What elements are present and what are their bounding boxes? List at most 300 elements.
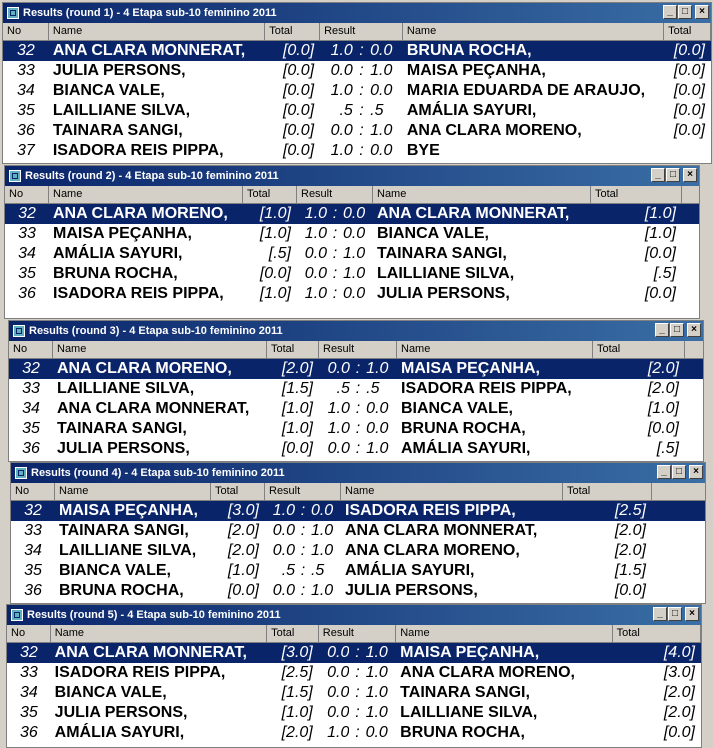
black-score: 0.0: [342, 225, 366, 242]
pairing-row[interactable]: [9, 359, 703, 379]
white-player-name: BIANCA VALE,: [59, 562, 171, 579]
title-bar[interactable]: [5, 166, 699, 186]
title-bar[interactable]: [7, 605, 701, 625]
maximize-icon[interactable]: □: [670, 323, 684, 337]
white-score: 0.0: [327, 360, 350, 377]
result-separator: :: [355, 380, 361, 397]
header-result[interactable]: Result: [265, 483, 341, 500]
result-separator: :: [355, 684, 360, 701]
pairing-row[interactable]: [3, 141, 711, 161]
maximize-icon[interactable]: □: [666, 168, 680, 182]
column-header: [5, 186, 699, 204]
white-player-name: BRUNA ROCHA,: [53, 265, 178, 282]
header-result[interactable]: Result: [320, 23, 403, 40]
white-player-name: BIANCA VALE,: [54, 684, 167, 701]
white-score: 0.0: [327, 440, 350, 457]
close-icon[interactable]: ×: [689, 465, 703, 479]
result-separator: :: [332, 245, 338, 262]
board-number: 35: [19, 704, 38, 721]
white-player-name: ANA CLARA MONNERAT,: [54, 644, 247, 661]
black-player-name: ANA CLARA MONNERAT,: [345, 522, 538, 539]
black-score: 1.0: [366, 440, 389, 457]
white-player-total: [2.0]: [227, 542, 259, 559]
column-header: [11, 483, 705, 501]
white-player-total: [2.0]: [281, 724, 313, 741]
result-separator: :: [355, 420, 361, 437]
black-player-name: ANA CLARA MORENO,: [406, 122, 582, 139]
results-window-icon: [9, 170, 21, 182]
white-player-name: JULIA PERSONS,: [57, 440, 190, 457]
white-player-total: [0.0]: [282, 122, 315, 139]
white-score: 0.0: [330, 122, 353, 139]
results-window-icon: [15, 467, 27, 479]
white-player-name: ANA CLARA MONNERAT,: [52, 42, 246, 59]
black-player-total: [0.0]: [673, 102, 705, 119]
black-score: 1.0: [310, 542, 334, 559]
column-header: [9, 341, 703, 359]
black-score: 1.0: [370, 122, 393, 139]
white-score: .5: [339, 102, 353, 119]
black-score: 1.0: [310, 582, 334, 599]
header-result[interactable]: Result: [319, 625, 396, 642]
black-player-total: [1.0]: [647, 400, 679, 417]
header-no[interactable]: No: [9, 341, 53, 358]
board-number: 33: [17, 62, 35, 79]
white-score: 0.0: [327, 684, 350, 701]
pairing-row[interactable]: [3, 121, 711, 141]
black-player-total: [0.0]: [614, 582, 646, 599]
game-result[interactable]: [320, 41, 403, 61]
result-separator: :: [355, 360, 361, 377]
white-player-name: LAILLIANE SILVA,: [59, 542, 197, 559]
white-player-total: [1.0]: [281, 704, 313, 721]
game-result[interactable]: [319, 359, 397, 379]
white-player-name: JULIA PERSONS,: [54, 704, 188, 721]
header-name[interactable]: Name: [53, 341, 267, 358]
pairing-row[interactable]: [3, 81, 711, 101]
black-player-total: [1.0]: [644, 205, 676, 222]
game-result[interactable]: [297, 264, 373, 284]
results-window-round-3: [8, 320, 704, 462]
black-player-name: AMÁLIA SAYURI,: [401, 440, 531, 457]
pairing-row[interactable]: [5, 244, 699, 264]
board-number: 32: [22, 360, 40, 377]
black-score: 0.0: [370, 82, 393, 99]
board-number: 33: [24, 522, 42, 539]
game-result[interactable]: [320, 61, 403, 81]
game-result[interactable]: [297, 224, 373, 244]
black-player-total: [2.0]: [614, 542, 646, 559]
black-player-total: [664, 141, 711, 161]
black-player-total: [4.0]: [663, 644, 695, 661]
header-name-black[interactable]: Name: [341, 483, 563, 500]
black-score: .5: [310, 562, 325, 579]
black-player-name: ISADORA REIS PIPPA,: [401, 380, 572, 397]
result-separator: :: [355, 644, 360, 661]
black-player-total: [.5]: [653, 265, 676, 282]
game-result[interactable]: [265, 581, 341, 601]
minimize-icon[interactable]: _: [653, 607, 667, 621]
pairing-row[interactable]: [7, 683, 701, 703]
white-player-name: ISADORA REIS PIPPA,: [53, 285, 224, 302]
white-score: 0.0: [330, 62, 353, 79]
pairing-row[interactable]: [11, 581, 705, 601]
white-player-total: [0.0]: [282, 102, 315, 119]
black-player-name: ANA CLARA MORENO,: [345, 542, 520, 559]
black-score: 1.0: [370, 62, 393, 79]
pairing-row[interactable]: [9, 379, 703, 399]
pairing-row[interactable]: [9, 399, 703, 419]
header-name-black[interactable]: Name: [373, 186, 591, 203]
white-player-total: [1.5]: [281, 380, 313, 397]
white-player-name: TAINARA SANGI,: [57, 420, 187, 437]
white-player-total: [0.0]: [282, 142, 315, 159]
board-number: 36: [19, 724, 38, 741]
pairing-row[interactable]: [5, 224, 699, 244]
title-bar[interactable]: [3, 3, 711, 23]
board-number: 33: [18, 225, 36, 242]
white-score: 0.0: [272, 542, 296, 559]
black-score: 0.0: [310, 502, 334, 519]
black-player-name: BIANCA VALE,: [377, 225, 489, 242]
header-name-black[interactable]: Name: [396, 625, 612, 642]
white-score: 1.0: [330, 42, 353, 59]
pairing-row[interactable]: [11, 561, 705, 581]
header-total-black[interactable]: Total: [613, 625, 701, 642]
black-player-name: ANA CLARA MORENO,: [400, 664, 575, 681]
result-separator: :: [332, 225, 338, 242]
column-header: [3, 23, 711, 41]
white-player-name: JULIA PERSONS,: [52, 62, 186, 79]
white-score: 1.0: [304, 285, 328, 302]
white-player-name: TAINARA SANGI,: [59, 522, 189, 539]
header-name[interactable]: Name: [49, 23, 265, 40]
black-player-total: [.5]: [656, 440, 679, 457]
header-total-black[interactable]: Total: [591, 186, 682, 203]
game-result[interactable]: [319, 419, 397, 439]
black-player-total: [0.0]: [663, 724, 695, 741]
board-number: 36: [17, 122, 35, 139]
header-total-black[interactable]: Total: [563, 483, 652, 500]
header-result[interactable]: Result: [297, 186, 373, 203]
pairing-row[interactable]: [3, 41, 711, 61]
white-score: 1.0: [272, 502, 296, 519]
black-player-total: [0.0]: [644, 245, 676, 262]
header-no[interactable]: No: [7, 625, 51, 642]
window-title: Results (round 4) - 4 Etapa sub-10 feminino 2011: [31, 467, 285, 479]
board-number: 32: [17, 42, 35, 59]
white-score: 1.0: [327, 400, 350, 417]
game-result[interactable]: [320, 81, 403, 101]
pairing-row[interactable]: [7, 643, 701, 663]
game-result[interactable]: [319, 379, 397, 399]
result-separator: :: [332, 205, 338, 222]
window-title: Results (round 3) - 4 Etapa sub-10 feminino 2011: [29, 325, 283, 337]
black-player-total: [2.0]: [663, 704, 695, 721]
game-result[interactable]: [265, 541, 341, 561]
result-separator: :: [355, 440, 361, 457]
white-player-total: [3.0]: [227, 502, 259, 519]
pairing-row[interactable]: [5, 204, 699, 224]
maximize-icon[interactable]: □: [668, 607, 682, 621]
white-player-total: [1.5]: [281, 684, 313, 701]
header-result[interactable]: Result: [319, 341, 397, 358]
results-window-round-2: [4, 165, 700, 319]
header-total-black[interactable]: Total: [664, 23, 711, 40]
pairing-row[interactable]: [11, 501, 705, 521]
header-total[interactable]: Total: [243, 186, 297, 203]
black-player-total: [0.0]: [647, 420, 679, 437]
game-result[interactable]: [265, 501, 341, 521]
pairing-row[interactable]: [9, 419, 703, 439]
black-score: 1.0: [342, 265, 366, 282]
result-separator: :: [355, 724, 360, 741]
header-total[interactable]: Total: [267, 625, 319, 642]
black-player-name: BRUNA ROCHA,: [400, 724, 525, 741]
pairing-row[interactable]: [7, 703, 701, 723]
results-window-round-5: [6, 604, 702, 748]
result-separator: :: [300, 522, 306, 539]
minimize-icon[interactable]: _: [651, 168, 665, 182]
black-player-total: [0.0]: [673, 122, 705, 139]
white-player-name: ANA CLARA MORENO,: [57, 360, 232, 377]
header-name[interactable]: Name: [51, 625, 267, 642]
maximize-icon[interactable]: □: [678, 5, 692, 19]
pairing-row[interactable]: [3, 101, 711, 121]
result-separator: :: [359, 62, 364, 79]
black-player-total: [2.0]: [647, 380, 679, 397]
board-number: 34: [18, 245, 36, 262]
white-score: 0.0: [304, 265, 328, 282]
game-result[interactable]: [297, 284, 373, 304]
board-number: 34: [17, 82, 35, 99]
black-player-name: ISADORA REIS PIPPA,: [345, 502, 516, 519]
white-player-name: MAISA PEÇANHA,: [53, 225, 192, 242]
black-score: .5: [370, 102, 384, 119]
black-player-total: [1.0]: [644, 225, 676, 242]
game-result[interactable]: [320, 101, 403, 121]
pairing-row[interactable]: [9, 439, 703, 459]
white-score: 0.0: [272, 522, 296, 539]
pairing-row[interactable]: [7, 723, 701, 743]
black-player-total: [0.0]: [673, 62, 705, 79]
result-separator: :: [332, 285, 338, 302]
black-player-name: LAILLIANE SILVA,: [377, 265, 515, 282]
header-total[interactable]: Total: [265, 23, 320, 40]
results-window-icon: [13, 325, 25, 337]
black-score: 1.0: [366, 360, 389, 377]
minimize-icon[interactable]: _: [655, 323, 669, 337]
white-score: 1.0: [330, 142, 353, 159]
result-separator: :: [359, 102, 364, 119]
black-score: 1.0: [365, 684, 388, 701]
black-score: 0.0: [342, 285, 366, 302]
white-player-total: [0.0]: [259, 265, 291, 282]
header-name[interactable]: Name: [55, 483, 211, 500]
white-player-name: LAILLIANE SILVA,: [57, 380, 195, 397]
game-result[interactable]: [319, 703, 396, 723]
header-total-black[interactable]: Total: [593, 341, 685, 358]
white-score: 1.0: [304, 225, 328, 242]
black-player-name: LAILLIANE SILVA,: [400, 704, 538, 721]
header-no[interactable]: No: [5, 186, 49, 203]
white-score: 0.0: [304, 245, 328, 262]
black-player-name: ANA CLARA MONNERAT,: [377, 205, 570, 222]
result-separator: :: [300, 542, 306, 559]
board-number: 35: [22, 420, 40, 437]
game-result[interactable]: [319, 399, 397, 419]
white-player-total: [1.0]: [259, 225, 291, 242]
board-number: 32: [24, 502, 42, 519]
board-number: 34: [22, 400, 40, 417]
game-result[interactable]: [297, 244, 373, 264]
close-icon[interactable]: ×: [683, 168, 697, 182]
result-separator: :: [300, 582, 306, 599]
white-player-total: [0.0]: [282, 42, 315, 59]
header-no[interactable]: No: [11, 483, 55, 500]
title-bar[interactable]: [11, 463, 705, 483]
black-score: .5: [366, 380, 380, 397]
black-player-name: MAISA PEÇANHA,: [401, 360, 540, 377]
results-window-round-1: [2, 2, 712, 164]
pairing-row[interactable]: [5, 284, 699, 304]
white-player-total: [2.0]: [227, 522, 259, 539]
white-player-total: [1.0]: [259, 285, 291, 302]
game-result[interactable]: [320, 121, 403, 141]
window-title: Results (round 1) - 4 Etapa sub-10 feminino 2011: [23, 7, 277, 19]
board-number: 35: [18, 265, 36, 282]
minimize-icon[interactable]: _: [663, 5, 677, 19]
black-score: 0.0: [366, 400, 389, 417]
pairing-row[interactable]: [3, 61, 711, 81]
window-controls: [653, 607, 699, 621]
close-icon[interactable]: ×: [685, 607, 699, 621]
game-result[interactable]: [319, 723, 396, 743]
black-score: 0.0: [370, 42, 393, 59]
white-score: 1.0: [327, 420, 350, 437]
white-player-total: [1.0]: [281, 420, 313, 437]
black-score: 1.0: [365, 644, 388, 661]
white-score: .5: [281, 562, 296, 579]
game-result[interactable]: [319, 439, 397, 459]
pairing-row[interactable]: [11, 541, 705, 561]
result-separator: :: [359, 82, 364, 99]
black-score: 1.0: [365, 664, 388, 681]
results-window-icon: [11, 609, 23, 621]
header-total[interactable]: Total: [267, 341, 319, 358]
game-result[interactable]: [320, 141, 403, 161]
header-total[interactable]: Total: [211, 483, 265, 500]
game-result[interactable]: [319, 643, 396, 663]
results-window-round-4: [10, 462, 706, 604]
result-separator: :: [359, 142, 364, 159]
white-player-total: [2.0]: [281, 360, 313, 377]
black-score: 0.0: [366, 420, 389, 437]
board-number: 35: [17, 102, 35, 119]
black-score: 0.0: [365, 724, 388, 741]
white-player-total: [0.0]: [281, 440, 313, 457]
header-name-black[interactable]: Name: [397, 341, 593, 358]
title-bar[interactable]: [9, 321, 703, 341]
white-player-name: AMÁLIA SAYURI,: [54, 724, 185, 741]
black-player-name: TAINARA SANGI,: [400, 684, 530, 701]
black-player-total: [0.0]: [644, 285, 676, 302]
white-score: 0.0: [327, 664, 350, 681]
pairing-row[interactable]: [11, 521, 705, 541]
game-result[interactable]: [265, 521, 341, 541]
black-score: 1.0: [342, 245, 366, 262]
board-number: 32: [18, 205, 36, 222]
black-player-name: MARIA EDUARDA DE ARAUJO,: [406, 82, 646, 99]
result-separator: :: [355, 704, 360, 721]
header-name[interactable]: Name: [49, 186, 243, 203]
white-score: 0.0: [272, 582, 296, 599]
black-score: 1.0: [365, 704, 388, 721]
white-player-name: ISADORA REIS PIPPA,: [52, 142, 224, 159]
pairing-row[interactable]: [5, 264, 699, 284]
game-result[interactable]: [297, 204, 373, 224]
black-player-total: [3.0]: [663, 664, 695, 681]
white-player-name: ANA CLARA MORENO,: [53, 205, 228, 222]
white-player-name: ANA CLARA MONNERAT,: [57, 400, 250, 417]
board-number: 34: [19, 684, 38, 701]
game-result[interactable]: [319, 683, 396, 703]
game-result[interactable]: [319, 663, 396, 683]
column-header: [7, 625, 701, 643]
white-score: 1.0: [327, 724, 350, 741]
result-separator: :: [355, 400, 361, 417]
black-player-name: JULIA PERSONS,: [377, 285, 510, 302]
white-score: .5: [336, 380, 350, 397]
white-player-total: [3.0]: [281, 644, 313, 661]
black-player-total: [0.0]: [673, 82, 705, 99]
window-controls: [657, 465, 703, 479]
maximize-icon[interactable]: □: [672, 465, 686, 479]
game-result[interactable]: [265, 561, 341, 581]
white-player-name: TAINARA SANGI,: [52, 122, 183, 139]
minimize-icon[interactable]: _: [657, 465, 671, 479]
white-player-name: BIANCA VALE,: [52, 82, 165, 99]
white-player-total: [0.0]: [282, 62, 315, 79]
header-no[interactable]: No: [3, 23, 49, 40]
result-separator: :: [355, 664, 360, 681]
window-title: Results (round 5) - 4 Etapa sub-10 feminino 2011: [27, 609, 281, 621]
header-name-black[interactable]: Name: [403, 23, 664, 40]
black-player-total: [2.0]: [647, 360, 679, 377]
board-number: 33: [22, 380, 40, 397]
white-player-total: [1.0]: [259, 205, 291, 222]
result-separator: :: [359, 122, 364, 139]
result-separator: :: [332, 265, 338, 282]
board-number: 33: [19, 664, 38, 681]
white-player-name: ISADORA REIS PIPPA,: [54, 664, 226, 681]
board-number: 36: [24, 582, 42, 599]
close-icon[interactable]: ×: [687, 323, 701, 337]
black-score: 0.0: [370, 142, 393, 159]
pairing-row[interactable]: [7, 663, 701, 683]
black-player-name: AMÁLIA SAYURI,: [406, 102, 537, 119]
black-player-name: BRUNA ROCHA,: [406, 42, 532, 59]
white-player-name: MAISA PEÇANHA,: [59, 502, 198, 519]
black-player-name: MAISA PEÇANHA,: [400, 644, 540, 661]
result-separator: :: [300, 502, 306, 519]
white-player-total: [1.0]: [227, 562, 259, 579]
close-icon[interactable]: ×: [695, 5, 709, 19]
black-player-name: JULIA PERSONS,: [345, 582, 478, 599]
black-player-total: [2.0]: [663, 684, 695, 701]
black-player-name: AMÁLIA SAYURI,: [345, 562, 475, 579]
window-controls: [651, 168, 697, 182]
